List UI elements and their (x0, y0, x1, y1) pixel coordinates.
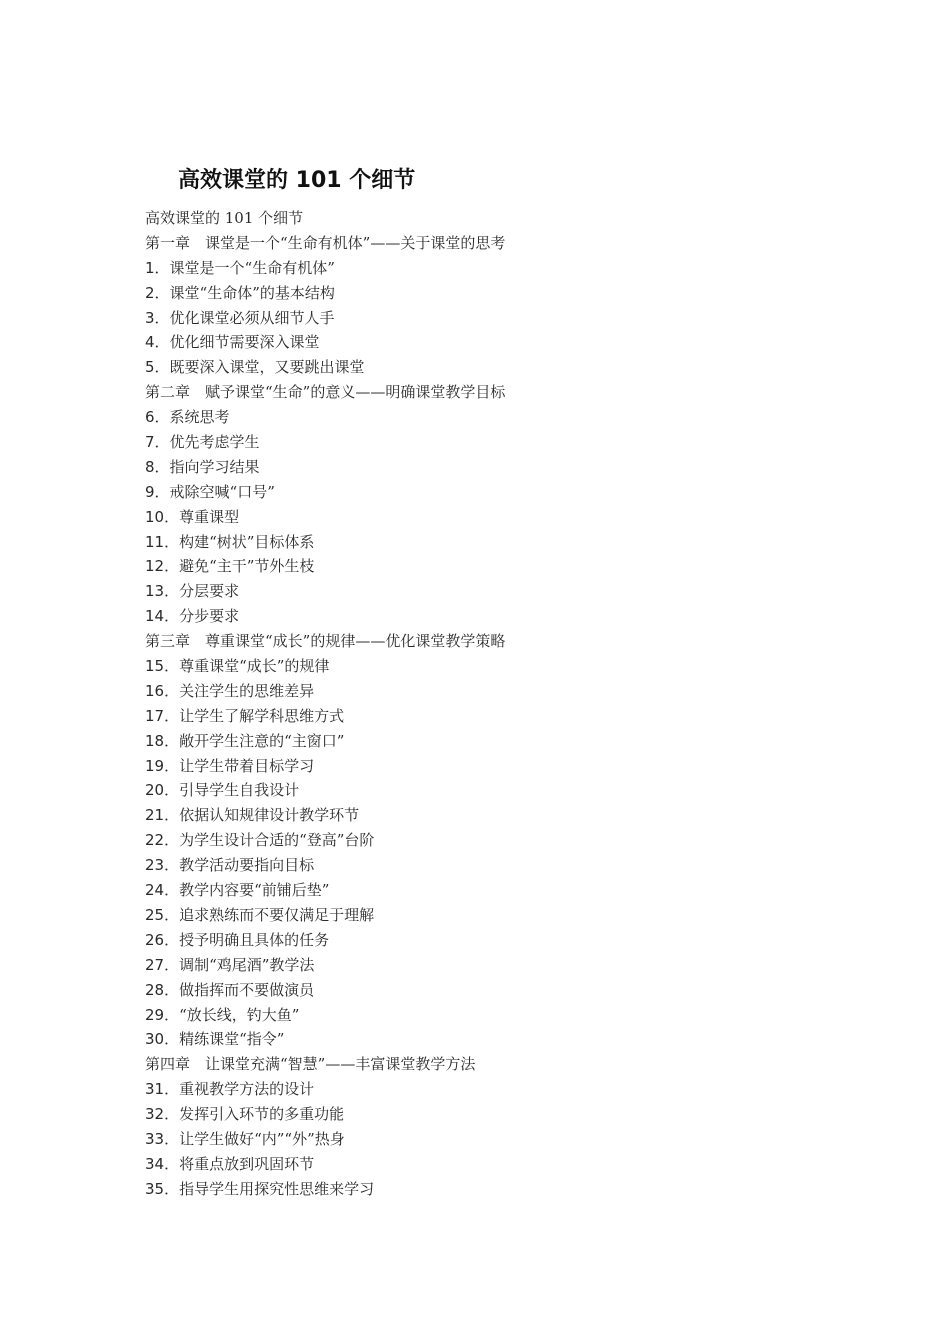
toc-heading (145, 1052, 505, 1077)
toc-item (145, 1027, 505, 1052)
toc-item (145, 579, 505, 604)
toc-item (145, 1127, 505, 1152)
toc-item-number: 14． (145, 607, 180, 626)
toc-item-number: 3． (145, 308, 170, 327)
toc-item (145, 1152, 505, 1177)
toc-line-text: 第二章 赋予课堂“生命”的意义——明确课堂教学目标 (145, 383, 506, 402)
toc-line-text: 关注学生的思维差异 (179, 681, 315, 700)
toc-line-text: 戒除空喊“口号” (169, 482, 275, 501)
toc-item-number: 5． (145, 358, 170, 377)
toc-item-number: 27． (145, 955, 180, 974)
toc-line-text: 依据认知规律设计教学环节 (179, 806, 360, 825)
toc-item (145, 405, 505, 430)
toc-line-text: 将重点放到巩固环节 (179, 1154, 315, 1173)
toc-item-number: 25． (145, 905, 180, 924)
toc-item (145, 828, 505, 853)
toc-item-number: 9． (145, 482, 170, 501)
toc-item (145, 654, 505, 679)
toc-item-number: 33． (145, 1129, 180, 1148)
toc-line-text: 第一章 课堂是一个“生命有机体”——关于课堂的思考 (145, 233, 506, 252)
toc-item-number: 10． (145, 507, 180, 526)
toc-line-text: 分层要求 (179, 582, 240, 601)
toc-line-text: 重视教学方法的设计 (179, 1080, 315, 1099)
toc-line-text: 避免“主干”节外生枝 (179, 557, 315, 576)
toc-item-number: 34． (145, 1154, 180, 1173)
toc-line-text: 系统思考 (169, 408, 230, 427)
toc-item (145, 803, 505, 828)
toc-item (145, 455, 505, 480)
toc-item (145, 853, 505, 878)
toc-item (145, 281, 505, 306)
toc-item-number: 22． (145, 831, 180, 850)
toc-item-number: 18． (145, 731, 180, 750)
toc-item (145, 480, 505, 505)
toc-item (145, 1003, 505, 1028)
toc-item (145, 1077, 505, 1102)
document-title: 高效课堂的 101 个细节 (178, 168, 416, 193)
toc-item (145, 306, 505, 331)
toc-item (145, 704, 505, 729)
toc-item-number: 2． (145, 283, 170, 302)
toc-item (145, 1102, 505, 1127)
toc-item (145, 330, 505, 355)
toc-item (145, 778, 505, 803)
toc-item-number: 15． (145, 657, 180, 676)
toc-line-text: 分步要求 (179, 607, 240, 626)
toc-item-number: 24． (145, 881, 180, 900)
toc-item-number: 31． (145, 1080, 180, 1099)
toc-item (145, 1177, 505, 1202)
toc-item-number: 29． (145, 1005, 180, 1024)
toc-item (145, 604, 505, 629)
toc-item (145, 978, 505, 1003)
toc-heading (145, 206, 505, 231)
toc-heading (145, 231, 505, 256)
toc-item-number: 8． (145, 457, 170, 476)
toc-item (145, 928, 505, 953)
toc-item-number: 26． (145, 930, 180, 949)
toc-line-text: 高效课堂的 101 个细节 (145, 209, 304, 227)
toc-item-number: 12． (145, 557, 180, 576)
toc-heading (145, 629, 505, 654)
toc-item (145, 430, 505, 455)
toc-item-number: 19． (145, 756, 180, 775)
toc-item-number: 28． (145, 980, 180, 999)
toc-line-text: 调制“鸡尾酒”教学法 (179, 955, 315, 974)
toc-line-text: 教学内容要“前铺后垫” (179, 881, 330, 900)
toc-line-text: 尊重课堂“成长”的规律 (179, 657, 330, 676)
toc-item (145, 903, 505, 928)
toc-item (145, 256, 505, 281)
toc-item (145, 679, 505, 704)
toc-item (145, 953, 505, 978)
toc-line-text: 优化课堂必须从细节人手 (169, 308, 335, 327)
toc-line-text: 既要深入课堂，又要跳出课堂 (169, 358, 365, 377)
toc-item-number: 16． (145, 681, 180, 700)
toc-item (145, 355, 505, 380)
toc-item-number: 21． (145, 806, 180, 825)
toc-line-text: 精练课堂“指令” (179, 1030, 285, 1049)
toc-item-number: 7． (145, 433, 170, 452)
toc-line-text: 指向学习结果 (169, 457, 260, 476)
toc-item-number: 30． (145, 1030, 180, 1049)
toc-item-number: 23． (145, 856, 180, 875)
toc-line-text: 敞开学生注意的“主窗口” (179, 731, 345, 750)
toc-line-text: 为学生设计合适的“登高”台阶 (179, 831, 375, 850)
toc-item-number: 17． (145, 706, 180, 725)
toc-line-text: 让学生了解学科思维方式 (179, 706, 345, 725)
toc-heading (145, 380, 505, 405)
toc-line-text: 做指挥而不要做演员 (179, 980, 315, 999)
toc-item (145, 878, 505, 903)
toc-line-text: 构建“树状”目标体系 (179, 532, 315, 551)
toc-item-number: 35． (145, 1179, 180, 1198)
toc-line-text: 发挥引入环节的多重功能 (179, 1105, 345, 1124)
toc-item-number: 32． (145, 1105, 180, 1124)
toc-line-text: 教学活动要指向目标 (179, 856, 315, 875)
toc-item-number: 1． (145, 258, 170, 277)
toc-line-text: 课堂“生命体”的基本结构 (169, 283, 335, 302)
toc-line-text: 课堂是一个“生命有机体” (169, 258, 335, 277)
toc-item-number: 20． (145, 781, 180, 800)
toc-item-number: 11． (145, 532, 180, 551)
toc-line-text: 指导学生用探究性思维来学习 (179, 1179, 375, 1198)
toc-line-text: 授予明确且具体的任务 (179, 930, 330, 949)
toc-line-text: 追求熟练而不要仅满足于理解 (179, 905, 375, 924)
toc-line-text: “放长线，钓大鱼” (179, 1005, 300, 1024)
toc-line-text: 第四章 让课堂充满“智慧”——丰富课堂教学方法 (145, 1055, 476, 1074)
toc-line-text: 让学生带着目标学习 (179, 756, 315, 775)
toc-item (145, 505, 505, 530)
toc-item (145, 530, 505, 555)
toc-item (145, 754, 505, 779)
toc-item-number: 6． (145, 408, 170, 427)
toc-line-text: 引导学生自我设计 (179, 781, 300, 800)
toc-item (145, 554, 505, 579)
toc-line-text: 优先考虑学生 (169, 433, 260, 452)
toc-line-text: 尊重课型 (179, 507, 240, 526)
toc-line-text: 优化细节需要深入课堂 (169, 333, 320, 352)
toc-line-text: 第三章 尊重课堂“成长”的规律——优化课堂教学策略 (145, 632, 506, 651)
toc-item-number: 4． (145, 333, 170, 352)
table-of-contents (145, 206, 505, 1202)
toc-item (145, 729, 505, 754)
toc-item-number: 13． (145, 582, 180, 601)
toc-line-text: 让学生做好“内”“外”热身 (179, 1129, 345, 1148)
